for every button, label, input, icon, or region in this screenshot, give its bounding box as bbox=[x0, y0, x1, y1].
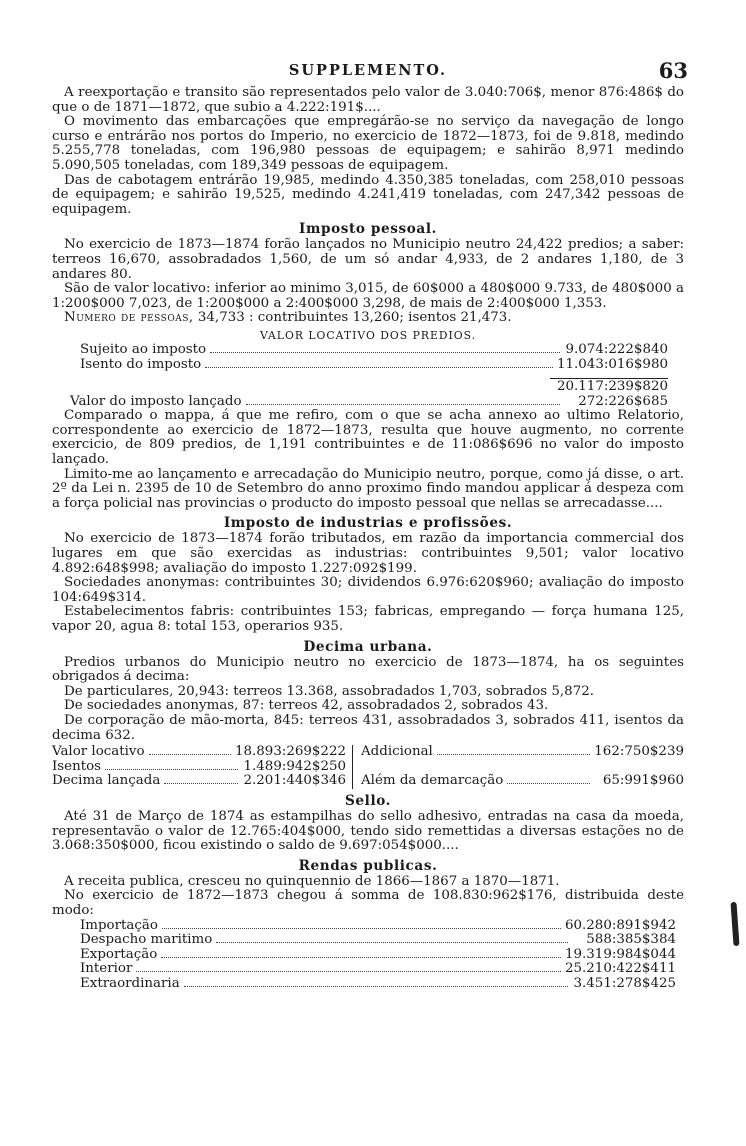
row-value: 9.074:222$840 bbox=[565, 341, 668, 357]
row-label: Interior bbox=[80, 961, 133, 977]
decima-paragraph-predios: Predios urbanos do Municipio neutro no exercicio de 1873—1874, ha os seguintes obrigados á decima: bbox=[52, 654, 684, 685]
numero-pessoas-values: 34,733 : contribuintes 13,260; isentos 21,473. bbox=[193, 310, 512, 326]
intro-paragraph-movimento: O movimento das embarcações que empregárão-se no serviço da navegação de longo curso e entrárão nos portos do Imperio, no exercicio de 1872—1873, foi de 9.818, medindo 5.255,778 toneladas, com 196,980 pessoas de equipagem; e sahirão 8,971 medindo 5.090,505 toneladas, com 189,349 pessoas de equipagem. bbox=[52, 114, 684, 173]
row-label: Decima lançada bbox=[52, 773, 161, 789]
dot-leader bbox=[507, 783, 590, 784]
table-row bbox=[80, 948, 676, 963]
row-label: Extraordinaria bbox=[80, 975, 180, 991]
dot-leader bbox=[437, 754, 590, 755]
row-label: Exportação bbox=[80, 946, 158, 962]
dot-leader bbox=[205, 367, 553, 368]
table-row bbox=[80, 933, 676, 948]
section-heading-industrias: Imposto de industrias e profissões. bbox=[223, 515, 513, 532]
decima-table-right bbox=[353, 745, 684, 789]
table-row bbox=[80, 977, 676, 992]
intro-paragraph-reexportacao: A reexportação e transito são representados pelo valor de 3.040:706$, menor 876:486$ do que o de 1871—1872, que subio a 4.222:191$.... bbox=[52, 85, 684, 115]
total-value: 20.117:239$820 bbox=[556, 379, 668, 395]
industrias-paragraph-exercicio: No exercicio de 1873—1874 forão tributados, em razão da importancia commercial dos lugares em que são exercidas as industrias: contribuintes 9,501; valor locativo 4.892:648$998; avaliação do imposto 1.227:092$199. bbox=[52, 531, 684, 576]
row-value: 60.280:891$942 bbox=[564, 917, 676, 933]
table-row bbox=[52, 760, 346, 775]
rendas-paragraph-exercicio: No exercicio de 1872—1873 chegou á somma de 108.830:962$176, distribuida deste modo: bbox=[52, 888, 684, 918]
imposto-pessoal-paragraph-limito: Limito-me ao lançamento e arrecadação do Municipio neutro, porque, como já disse, o art. 2º da Lei n. 2395 de 10 de Setembro do anno proximo findo mandou applicar á despeza com a força policial nas provincias o producto do imposto pessoal que nellas se arrecadasse.... bbox=[52, 466, 684, 511]
row-label: Isento do imposto bbox=[80, 356, 202, 372]
imposto-pessoal-paragraph-comparado: Comparado o mappa, á que me refiro, com o que se acha annexo ao ultimo Relatorio, correspondente ao exercicio de 1872—1873, resulta que houve augmento, no corrente exercicio, de 809 predios, de 1,191 contribuintes e de 11:086$696 no valor do imposto lançado. bbox=[52, 408, 684, 468]
section-heading-decima: Decima urbana. bbox=[303, 638, 433, 655]
dot-leader bbox=[210, 352, 560, 353]
row-value: 588:385$384 bbox=[586, 932, 676, 948]
row-value: 3.451:278$425 bbox=[573, 975, 676, 991]
section-heading-rendas: Rendas publicas. bbox=[298, 857, 438, 874]
table-row bbox=[52, 774, 346, 789]
dot-leader bbox=[246, 404, 560, 405]
dot-leader bbox=[216, 942, 568, 943]
page-title: SUPPLEMENTO. bbox=[288, 62, 448, 79]
dot-leader bbox=[184, 986, 568, 987]
dot-leader bbox=[149, 754, 231, 755]
numero-pessoas-label: Numero de pessoas, bbox=[64, 310, 194, 326]
dot-leader bbox=[162, 928, 561, 929]
table-row bbox=[52, 745, 346, 760]
section-heading-sello: Sello. bbox=[345, 792, 391, 809]
row-value: 272:226$685 bbox=[578, 393, 668, 409]
margin-ink-mark bbox=[730, 902, 739, 946]
table-row bbox=[361, 745, 684, 760]
row-value: 18.893:269$222 bbox=[234, 744, 346, 760]
valor-locativo-table bbox=[70, 341, 668, 409]
row-value: 2.201:440$346 bbox=[243, 773, 346, 789]
decima-paragraph-particulares: De particulares, 20,943: terreos 13.368, assobradados 1,703, sobrados 5,872. bbox=[64, 683, 595, 699]
row-value: 25.210:422$411 bbox=[564, 961, 676, 977]
dot-leader bbox=[161, 957, 561, 958]
table-row bbox=[361, 774, 684, 789]
section-heading-imposto-pessoal: Imposto pessoal. bbox=[299, 221, 437, 238]
table-row-lancado bbox=[70, 395, 668, 410]
row-label: Valor locativo bbox=[52, 744, 145, 760]
row-label: Isentos bbox=[52, 758, 102, 774]
sello-paragraph: Até 31 de Março de 1874 as estampilhas do sello adhesivo, entradas na casa da moeda, representavão o valor de 12.765:404$000, tendo sido remettidas a diversas estações no de 3.068:350$000, ficou existindo o saldo de 9.697:054$000.... bbox=[52, 808, 684, 854]
decima-table-left bbox=[52, 745, 353, 789]
dot-leader bbox=[136, 971, 561, 972]
total-row bbox=[80, 380, 668, 395]
decima-paragraph-sociedades: De sociedades anonymas, 87: terreos 42, assobradados 2, sobrados 43. bbox=[64, 698, 549, 714]
table-row bbox=[80, 919, 676, 934]
row-label: Além da demarcação bbox=[361, 772, 504, 788]
industrias-paragraph-sociedades: Sociedades anonymas: contribuintes 30; dividendos 6.976:620$960; avaliação do imposto 104:649$314. bbox=[52, 575, 684, 605]
row-value: 162:750$239 bbox=[594, 744, 684, 760]
rendas-table bbox=[80, 919, 676, 992]
valor-locativo-caption: VALOR LOCATIVO DOS PREDIOS. bbox=[259, 328, 477, 342]
page-number: 63 bbox=[658, 58, 688, 83]
row-value: 65:991$960 bbox=[602, 772, 684, 788]
row-value: 1.489:942$250 bbox=[243, 758, 346, 774]
row-label: Sujeito ao imposto bbox=[80, 341, 207, 357]
row-label: Valor do imposto lançado bbox=[70, 393, 242, 409]
row-label: Importação bbox=[80, 917, 158, 933]
running-header bbox=[52, 58, 688, 86]
imposto-pessoal-paragraph-valor: São de valor locativo: inferior ao minimo 3,015, de 60$000 a 480$000 9.733, de 480$000 a 1:200$000 7,023, de 1:200$000 a 2:400$000 3,298, de mais de 2:400$000 1,353. bbox=[52, 281, 684, 311]
intro-paragraph-cabotagem: Das de cabotagem entrárão 19,985, medindo 4.350,385 toneladas, com 258,010 pessoas de equipagem; e sahirão 19,525, medindo 4.241,419 toneladas, com 247,342 pessoas de equipagem. bbox=[52, 172, 684, 217]
decima-table bbox=[52, 745, 684, 789]
table-row bbox=[80, 962, 676, 977]
rendas-paragraph-receita: A receita publica, cresceu no quinquennio de 1866—1867 a 1870—1871. bbox=[64, 873, 560, 889]
row-label: Addicional bbox=[361, 744, 433, 760]
industrias-paragraph-estabelecimentos: Estabelecimentos fabris: contribuintes 153; fabricas, empregando — força humana 125, vapor 20, agua 8: total 153, operarios 935. bbox=[52, 604, 684, 634]
imposto-pessoal-paragraph-predios: No exercicio de 1873—1874 forão lançados no Municipio neutro 24,422 predios; a saber: terreos 16,670, assobradados 1,560, de um só andar 4,933, de 2 andares 1,180, de 3 andares 80. bbox=[52, 237, 684, 282]
table-row bbox=[80, 343, 668, 358]
row-value: 19.319:984$044 bbox=[564, 946, 676, 962]
decima-paragraph-corporacao: De corporação de mão-morta, 845: terreos 431, assobradados 3, sobrados 411, isentos da decima 632. bbox=[52, 712, 684, 743]
dot-leader bbox=[164, 783, 238, 784]
table-row bbox=[80, 358, 668, 373]
row-label: Despacho maritimo bbox=[80, 932, 213, 948]
dot-leader bbox=[105, 769, 238, 770]
row-value: 11.043:016$980 bbox=[556, 356, 668, 372]
imposto-pessoal-paragraph-pessoas bbox=[52, 311, 684, 326]
